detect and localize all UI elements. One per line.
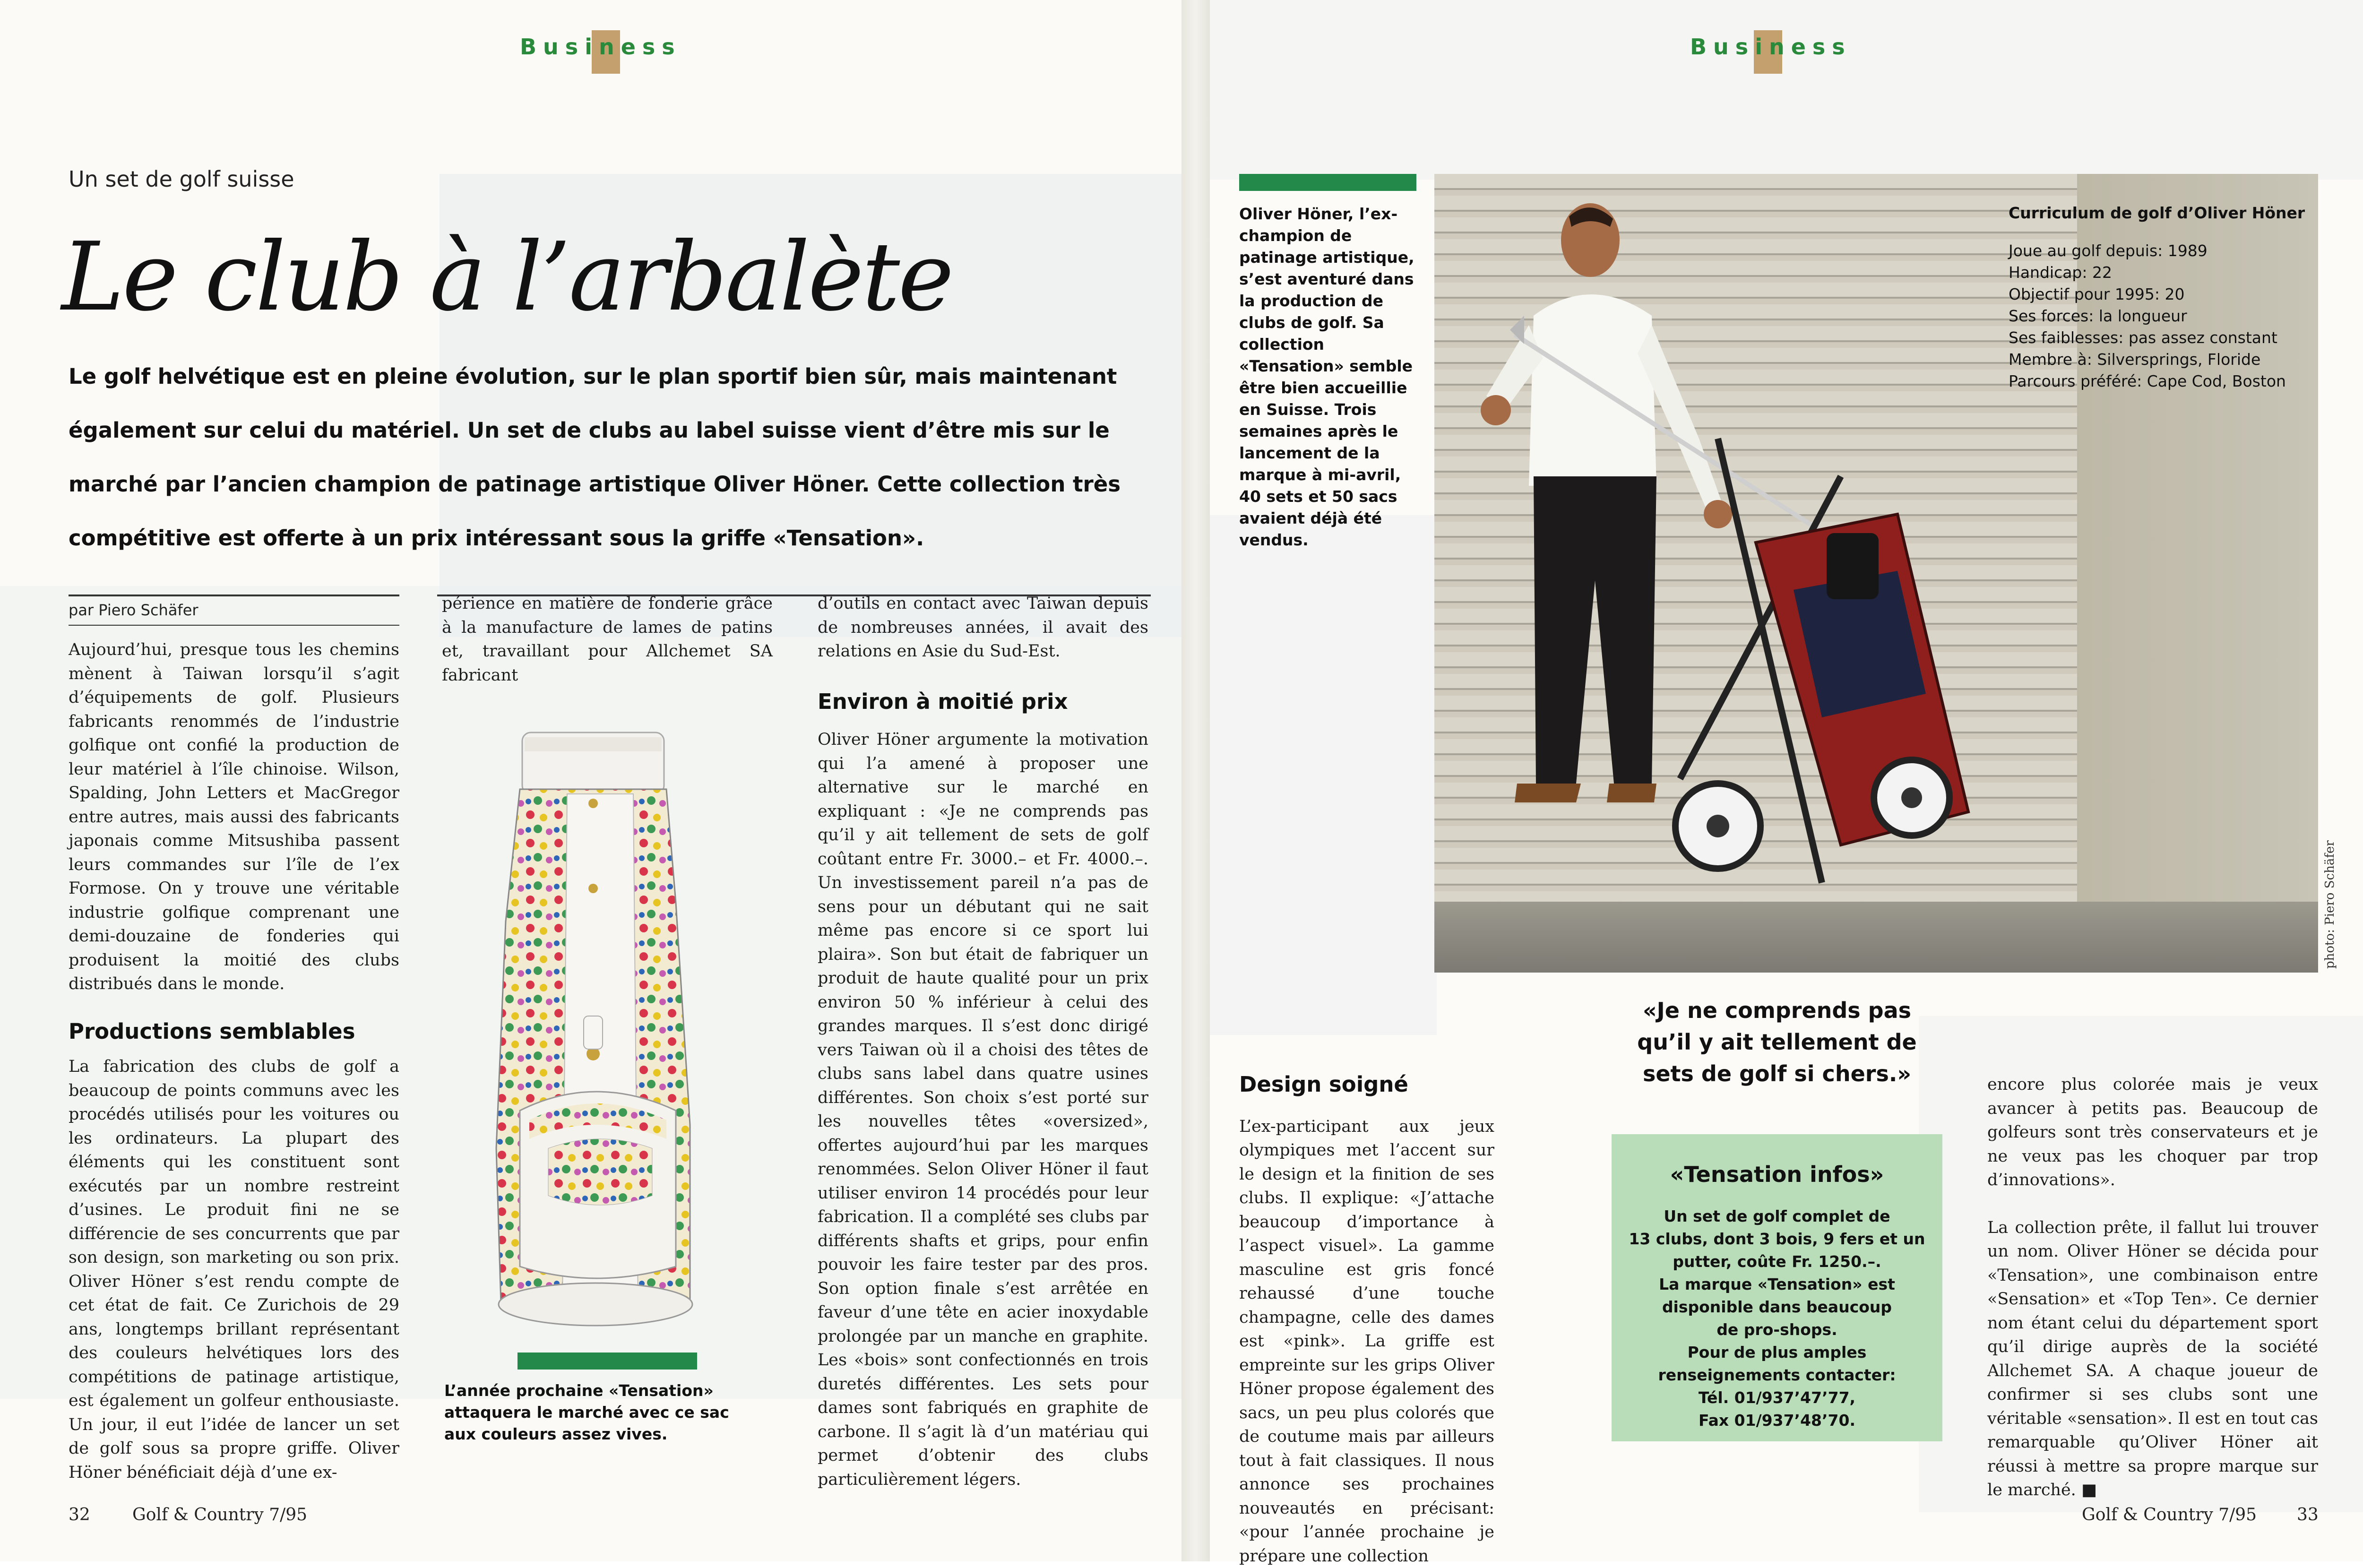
player-photo — [1434, 174, 2318, 973]
byline: par Piero Schäfer — [69, 601, 198, 619]
article-title: Le club à l’arbalète — [61, 222, 952, 332]
pull-quote: «Je ne comprends pas qu’il y ait tellement de sets de golf si chers.» — [1637, 998, 1917, 1086]
curriculum-title: Curriculum de golf d’Oliver Höner — [2009, 204, 2305, 222]
info-box — [1612, 1134, 1942, 1441]
accent-bar — [1239, 174, 1416, 191]
show-through-area — [1210, 0, 2363, 180]
golf-bag-image — [468, 723, 723, 1337]
section-heading: Design soigné — [1239, 1072, 1408, 1097]
column-b — [1987, 1073, 2318, 1502]
bag-caption: L’année prochaine «Tensation» attaquera le marché avec ce sac aux couleurs assez vives. — [444, 1381, 729, 1443]
paragraph: encore plus colorée mais je veux avancer à petits pas. Beaucoup de golfeurs sont très conservateurs et je ne veux pas les choquer par trop d’innovations». — [1987, 1075, 2318, 1189]
paragraph: périence en matière de fonderie grâce à la manufacture de lames de patins et, travaillant pour Allchemet SA fabricant — [442, 594, 773, 685]
curriculum-item: Ses faiblesses: pas assez constant — [2009, 328, 2277, 347]
photo-credit: photo: Piero Schäfer — [2323, 840, 2337, 969]
paragraph: L’ex-participant aux jeux olympiques met l’accent sur le design et la finition de ses clubs. Il explique: «J’attache beaucoup d’importance à l’aspect visuel». La gamme masculine est gris foncé rehaussé d’une touche champagne, celle des dames est «pink». La griffe est empreinte sur les grips Oliver Höner propose également des sacs, un peu plus colorés que de coutume mais par ailleurs tout à fait classiques. Il nous annonce ses prochaines nouveautés en précisant: «pour l’année prochaine je prépare une collection — [1239, 1117, 1494, 1566]
show-through-area — [1210, 515, 1437, 1035]
column-2 — [442, 592, 773, 687]
divider — [69, 594, 399, 596]
end-mark: ■ — [2081, 1481, 2097, 1499]
curriculum-item: Handicap: 22 — [2009, 263, 2112, 282]
page-number: 32 — [69, 1505, 90, 1525]
section-label: Business — [1690, 34, 1852, 60]
column-a — [1239, 1073, 1494, 1568]
paragraph: La collection prête, il fallut lui trouver un nom. Oliver Höner se décida pour «Tensation», une combinaison entre «Sensation» et «Top Ten». Ce dernier nom étant celui du département sport qu’il dirige auprès de la société Allchemet SA. A chaque joueur de confirmer si ses clubs sont une véritable «sensation». Il est en tout cas remarquable qu’Oliver Höner ait réussi à mettre sa propre marque sur le marché. ■ — [1987, 1218, 2318, 1499]
paragraph: La fabrication des clubs de golf a beaucoup de points communs avec les procédés utilisés pour les voitures ou les ordinateurs. La plupart des éléments qui les constituent sont exécutés par un nombre restreint d’usines. Le produit fini ne se différencie de ses concurrents que par son design, son marketing ou son prix. Oliver Höner s’est rendu compte de cet état de fait. Ce Zurichois de 29 ans, longtemps brillant représentant des couleurs helvétiques lors des compétitions de patinage artistique, est également un golfeur enthousiaste. Un jour, il eut l’idée de lancer un set de golf sous sa propre griffe. Oliver Höner bénéficiait déjà d’une ex- — [69, 1057, 399, 1482]
publication-footer: Golf & Country 7/95 — [132, 1505, 308, 1525]
info-box-title: «Tensation infos» — [1670, 1162, 1884, 1187]
section-label: Business — [520, 34, 681, 60]
left-page — [0, 0, 1182, 1561]
divider — [69, 625, 399, 626]
section-heading: Productions semblables — [69, 1018, 355, 1044]
lead-paragraph: Le golf helvétique est en pleine évolution, sur le plan sportif bien sûr, mais maintenant également sur celui du matériel. Un set de clubs au label suisse vient d’être mis sur le marché par l’ancien champion de patinage artistique Oliver Höner. Cette collection très compétitive est offerte à un prix intéressant sous la griffe «Tensation». — [69, 364, 1121, 551]
spine-gutter — [1182, 0, 1210, 1561]
accent-bar — [517, 1353, 697, 1370]
page-number: 33 — [2297, 1505, 2319, 1525]
kicker: Un set de golf suisse — [69, 166, 294, 192]
photo-side-caption: Oliver Höner, l’ex-champion de patinage artistique, s’est aventuré dans la production de clubs de golf. Sa collection «Tensation» semble être bien accueillie en Suisse. Trois semaines après le lancement de la marque à mi-avril, 40 sets et 50 sacs avaient déjà été vendus. — [1239, 205, 1414, 549]
paragraph: Aujourd’hui, presque tous les chemins mènent à Taiwan lorsqu’il s’agit d’équipements de golf. Plusieurs fabricants renommés de l’industrie golfique ont confié la production de leur matériel à l’île chinoise. Wilson, Spalding, John Letters et MacGregor entre autres, mais aussi des fabricants japonais comme Mitsushiba passent leurs commandes sur l’île de l’ex Formose. On y trouve une véritable industrie golfique comprenant une demi-douzaine de fonderies qui produisent la moitié des clubs distribués dans le monde. — [69, 640, 399, 993]
info-box-body: Un set de golf complet de 13 clubs, dont 3 bois, 9 fers et un putter, coûte Fr. 1250.–. La marque «Tensation» est disponible dans beaucoup de pro-shops. Pour de plus amples renseignements contacter: Tél. 01/937’47’77, Fax 01/937’48’70. — [1629, 1207, 1925, 1430]
section-heading: Environ à moitié prix — [818, 689, 1068, 714]
curriculum-item: Objectif pour 1995: 20 — [2009, 285, 2185, 303]
paragraph: d’outils en contact avec Taiwan depuis de nombreuses années, il avait des relations en Asie du Sud-Est. — [818, 594, 1148, 661]
publication-footer: Golf & Country 7/95 — [2082, 1505, 2257, 1525]
paragraph: Oliver Höner argumente la motivation qui l’a amené à proposer une alternative sur le marché en expliquant : «Je ne comprends pas qu’il y ait tellement de sets de golf coûtant entre Fr. 3000.– et Fr. 4000.–. Un investissement pareil n’a pas de sens pour un débutant qui ne sait même pas encore si ce sport lui plaira». Son but était de fabriquer un produit de haute qualité pour un prix environ 50 % inférieur à celui des grandes marques. Il s’est donc dirigé vers Taiwan où il a choisi des têtes de clubs sans label dans quatre usines différentes. Son choix s’est porté sur les nouvelles têtes «oversized», offertes aujourd’hui par les marques renommées. Selon Oliver Höner il faut utiliser environ 14 procédés pour leur fabrication. Il a complété ses clubs par différents shafts et grips, pour enfin pouvoir les faire tester par des pros. Son option finale s’est arrêtée en faveur d’une tête en acier inoxydable prolongée par un manche en graphite. Les «bois» sont confectionnés en trois duretés différentes. Les sets pour dames sont fabriqués en graphite de carbone. Il s’agit là d’un matériau qui permet d’obtenir des clubs particulièrement légers. — [818, 730, 1148, 1489]
column-3 — [818, 592, 1148, 1491]
curriculum-item: Parcours préféré: Cape Cod, Boston — [2009, 372, 2286, 390]
curriculum-item: Joue au golf depuis: 1989 — [2009, 241, 2208, 260]
curriculum-box — [2009, 202, 2306, 392]
curriculum-item: Membre à: Silversprings, Floride — [2009, 350, 2261, 369]
curriculum-item: Ses forces: la longueur — [2009, 307, 2187, 325]
column-1 — [69, 638, 399, 1484]
